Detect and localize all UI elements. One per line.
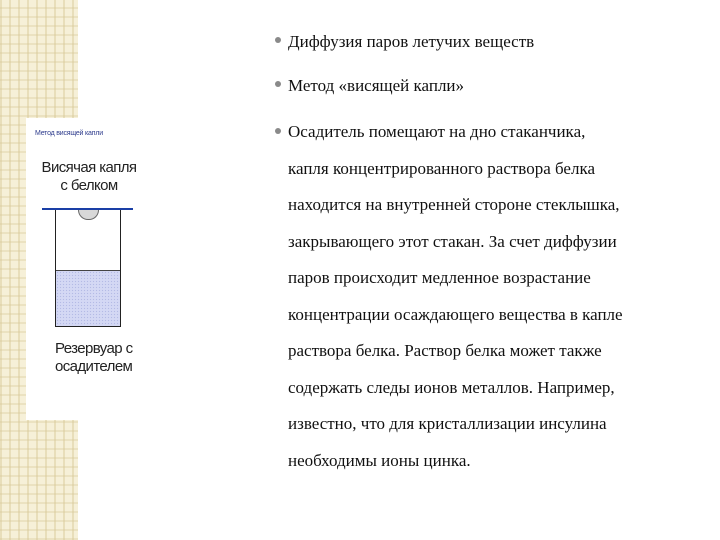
figure-caption: Метод висящей капли xyxy=(35,130,103,137)
bullet-text-line: известно, что для кристаллизации инсулина xyxy=(288,414,607,433)
reservoir-label-line: Резервуар с xyxy=(55,340,133,357)
bullet-text-line: раствора белка. Раствор белка может также xyxy=(288,341,602,360)
drop-label-line: с белком xyxy=(60,177,118,194)
bullet-list xyxy=(274,28,714,479)
drop-label-line: Висячая капля xyxy=(41,159,137,176)
drop-label xyxy=(26,159,152,195)
bullet-text: Метод «висящей капли» xyxy=(288,76,465,95)
bullet-text-line: паров происходит медленное возрастание xyxy=(288,268,591,287)
bullet-text-line: необходимы ионы цинка. xyxy=(288,450,471,470)
bullet-dot-icon xyxy=(275,128,281,134)
bullet-item xyxy=(274,28,714,56)
bullet-text-line: находится на внутренней стороне стеклышка, xyxy=(288,195,620,214)
bullet-dot-icon xyxy=(275,37,281,43)
bullet-text: Диффузия паров летучих веществ xyxy=(288,32,535,51)
bullet-text-line: Осадитель помещают на дно стаканчика, xyxy=(288,122,586,141)
bullet-text-line: содержать следы ионов металлов. Например, xyxy=(288,377,615,397)
bullet-item xyxy=(274,72,714,100)
precipitant-reservoir xyxy=(56,270,120,326)
reservoir-label xyxy=(55,340,132,376)
reservoir-label-line: осадителем xyxy=(55,358,133,375)
bullet-text-line: закрывающего этот стакан. За счет диффузии xyxy=(288,231,617,251)
beaker xyxy=(55,210,121,327)
hanging-drop-figure xyxy=(26,118,152,420)
bullet-item xyxy=(274,114,714,479)
bullet-dot-icon xyxy=(275,81,281,87)
bullet-text-line: концентрации осаждающего вещества в капле xyxy=(288,304,623,324)
bullet-text-line: капля концентрированного раствора белка xyxy=(288,158,596,178)
